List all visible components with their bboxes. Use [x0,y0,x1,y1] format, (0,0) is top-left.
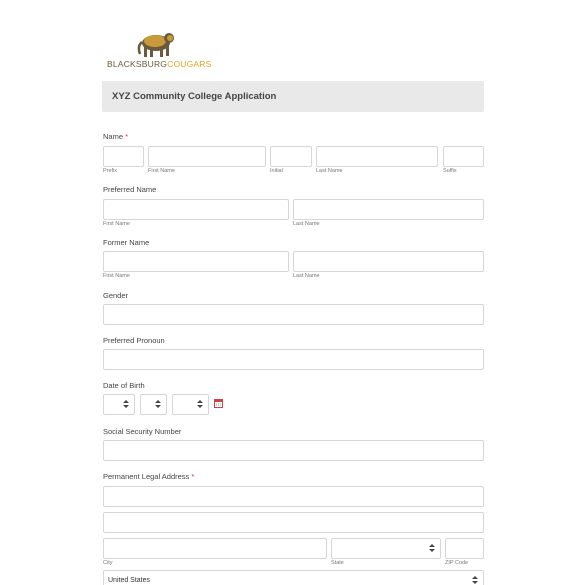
dob-year-select[interactable] [172,394,209,415]
city-input[interactable] [103,538,327,559]
address-label: Permanent Legal Address * [103,472,195,481]
zip-sublabel: ZIP Code [445,560,469,566]
state-select[interactable] [331,538,441,559]
pronoun-input[interactable] [103,349,484,370]
address-line2-input[interactable] [103,512,484,533]
ssn-label: Social Security Number [103,427,182,436]
name-suffix-input[interactable] [443,146,484,167]
name-label: Name * [103,132,129,141]
form-title: XYZ Community College Application [112,91,277,102]
dob-day-select[interactable] [140,394,167,415]
initial-sublabel: Initial [270,168,283,174]
former-first-sublabel: First Name [103,273,130,279]
select-arrows-icon [472,576,478,585]
former-name-label: Former Name [103,238,150,247]
name-initial-input[interactable] [270,146,312,167]
preferred-first-input[interactable] [103,199,289,220]
name-first-input[interactable] [148,146,266,167]
form-header [102,81,484,112]
country-select[interactable] [103,570,484,585]
select-arrows-icon [197,400,203,410]
first-name-sublabel: First Name [148,168,175,174]
address-line1-input[interactable] [103,486,484,507]
logo-wordmark: BLACKSBURGCOUGARS [107,59,212,69]
last-name-sublabel: Last Name [316,168,343,174]
calendar-icon[interactable] [214,399,223,408]
preferred-last-input[interactable] [293,199,484,220]
state-sublabel: State [331,560,344,566]
dob-month-select[interactable] [103,394,135,415]
pronoun-label: Preferred Pronoun [103,336,165,345]
college-logo [106,28,216,72]
country-value: United States [108,577,151,584]
ssn-input[interactable] [103,440,484,461]
prefix-sublabel: Prefix [103,168,118,174]
preferred-first-sublabel: First Name [103,221,130,227]
select-arrows-icon [429,544,435,554]
gender-input[interactable] [103,304,484,325]
select-arrows-icon [123,400,129,410]
cougar-icon [136,28,176,58]
preferred-last-sublabel: Last Name [293,221,320,227]
gender-label: Gender [103,291,129,300]
preferred-name-label: Preferred Name [103,185,157,194]
select-arrows-icon [155,400,161,410]
former-first-input[interactable] [103,251,289,272]
suffix-sublabel: Suffix [443,168,457,174]
city-sublabel: City [103,560,113,566]
dob-label: Date of Birth [103,381,145,390]
zip-input[interactable] [445,538,484,559]
name-last-input[interactable] [316,146,438,167]
former-last-input[interactable] [293,251,484,272]
former-last-sublabel: Last Name [293,273,320,279]
name-prefix-input[interactable] [103,146,144,167]
